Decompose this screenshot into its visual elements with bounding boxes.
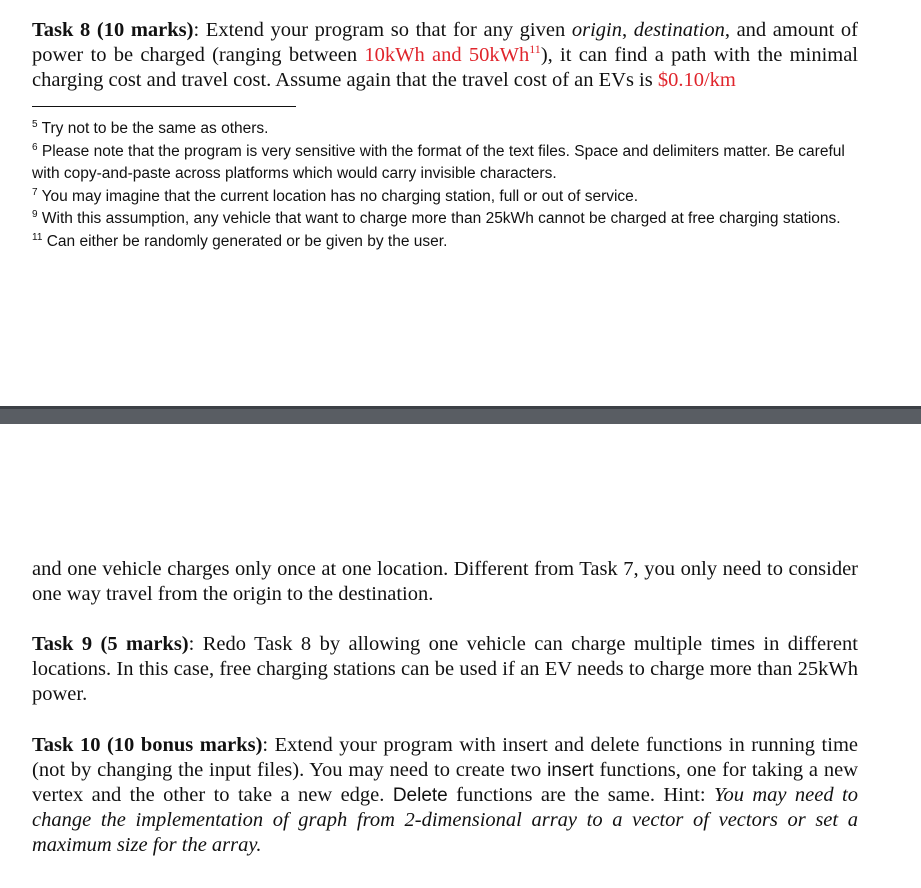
travel-cost: $0.10/km	[657, 69, 736, 91]
task8-paragraph: Task 8 (10 marks): Extend your program so that for any given origin, destination, and amount of power to be charged (ranging between 10kWh and 50kWh$^{11}$), it can find a path with the minimal charging cost and travel cost. Assume again that the travel cost of an EVs is $0.10/km	[32, 19, 858, 91]
page-top	[0, 0, 921, 406]
delete-keyword: Delete	[392, 785, 448, 806]
insert-keyword: insert	[547, 760, 594, 781]
destination-term: destination	[633, 19, 725, 41]
footnotes	[32, 118, 862, 253]
footnote-11: $^{11}$ Can either be randomly generated or be given by the user.	[32, 231, 448, 250]
footnote-7: $^7$ You may imagine that the current location has no charging station, full or out of service.	[32, 186, 639, 205]
power-range: 10kWh and 50kWh	[364, 44, 530, 66]
hint-text: You may need to change the implementation of graph from 2-dimensional array to a vector of vectors or set a maximum size for the array.	[32, 784, 858, 856]
task9-paragraph: Task 9 (5 marks): Redo Task 8 by allowing one vehicle can charge multiple times in different locations. In this case, free charging stations can be used if an EV needs to charge more than 25kWh power.	[32, 633, 858, 705]
page-bottom	[0, 424, 921, 888]
footnote-6: $^6$ Please note that the program is very sensitive with the format of the text files. Space and delimiters matter. Be careful with copy-and-paste across platforms which would carry invisible characters.	[32, 141, 845, 182]
task10-heading: Task 10 (10 bonus marks)	[32, 734, 263, 756]
origin-term: origin	[571, 19, 622, 41]
task9-heading: Task 9 (5 marks)	[32, 633, 189, 655]
task10-paragraph: Task 10 (10 bonus marks): Extend your program with insert and delete functions in running time (not by changing the input files). You may need to create two insert functions, one for taking a new vertex and the other to take a new edge. Delete functions are the same. Hint: You may need to change the implementation of graph from 2-dimensional array to a vector of vectors or set a maximum size for the array.	[32, 734, 858, 856]
continuation-paragraph: and one vehicle charges only once at one location. Different from Task 7, you only need to consider one way travel from the origin to the destination.	[32, 558, 858, 605]
footnote-ref-11: 11	[529, 42, 541, 57]
footnote-5: $^5$ Try not to be the same as others.	[32, 118, 269, 137]
footnote-separator	[32, 106, 296, 107]
task8-heading: Task 8 (10 marks)	[32, 19, 194, 41]
footnote-9: $^9$ With this assumption, any vehicle that want to charge more than 25kWh cannot be charged at free charging stations.	[32, 208, 841, 227]
